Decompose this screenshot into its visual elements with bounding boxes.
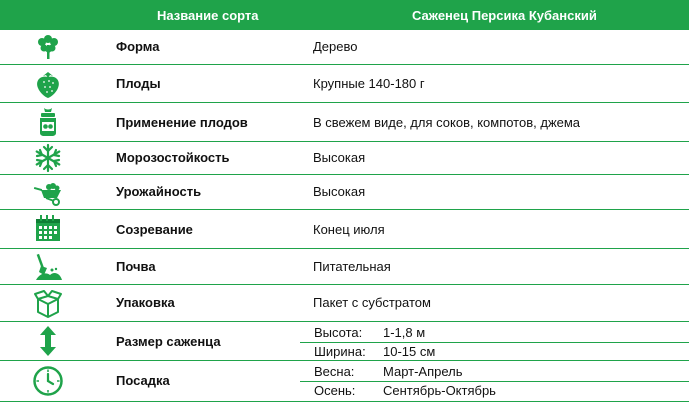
row-label: Урожайность [116, 184, 202, 199]
row-label: Упаковка [116, 295, 175, 310]
sub-value: Март-Апрель [383, 364, 463, 379]
table-header [0, 0, 689, 30]
row-label: Почва [116, 259, 156, 274]
sub-row [300, 361, 689, 382]
table-row [0, 103, 689, 142]
row-value: Высокая [313, 184, 366, 199]
wheelbarrow-icon [28, 177, 68, 207]
table-row [0, 210, 689, 249]
vertical-arrows-icon [28, 324, 68, 358]
table-row [0, 322, 689, 361]
sub-row [300, 341, 689, 361]
row-label: Плоды [116, 76, 161, 91]
sub-value: Сентябрь-Октябрь [383, 383, 496, 398]
header-product-name: Саженец Персика Кубанский [412, 8, 597, 23]
row-value: Высокая [313, 150, 366, 165]
row-value: Крупные 140-180 г [313, 76, 425, 91]
sub-key: Ширина: [314, 344, 366, 359]
shovel-soil-icon [28, 251, 68, 282]
row-value: Конец июля [313, 222, 385, 237]
row-label: Посадка [116, 373, 170, 388]
table-row [0, 249, 689, 285]
header-variety-name: Название сорта [157, 8, 259, 23]
table-row [0, 285, 689, 322]
row-label: Форма [116, 39, 160, 54]
sub-value: 10-15 см [383, 344, 436, 359]
sub-key: Осень: [314, 383, 356, 398]
table-row [0, 142, 689, 175]
sub-key: Высота: [314, 325, 363, 340]
row-label: Морозостойкость [116, 150, 230, 165]
row-label: Размер саженца [116, 334, 221, 349]
strawberry-icon [28, 67, 68, 100]
sub-row [300, 322, 689, 343]
row-value: Питательная [313, 259, 391, 274]
row-value: Пакет с субстратом [313, 295, 431, 310]
clock-icon [28, 364, 68, 398]
row-value: Дерево [313, 39, 358, 54]
tree-icon [28, 31, 68, 63]
table-row [0, 361, 689, 402]
calendar-icon [28, 213, 68, 245]
sub-key: Весна: [314, 364, 355, 379]
sub-row [300, 380, 689, 400]
sub-value: 1-1,8 м [383, 325, 426, 340]
row-label: Применение плодов [116, 115, 248, 130]
table-row [0, 175, 689, 210]
jam-jar-icon [28, 106, 68, 138]
snowflake-icon [28, 144, 68, 172]
box-icon [28, 287, 68, 319]
table-row [0, 65, 689, 103]
row-label: Созревание [116, 222, 193, 237]
row-value: В свежем виде, для соков, компотов, джема [313, 115, 581, 130]
table-row [0, 30, 689, 65]
